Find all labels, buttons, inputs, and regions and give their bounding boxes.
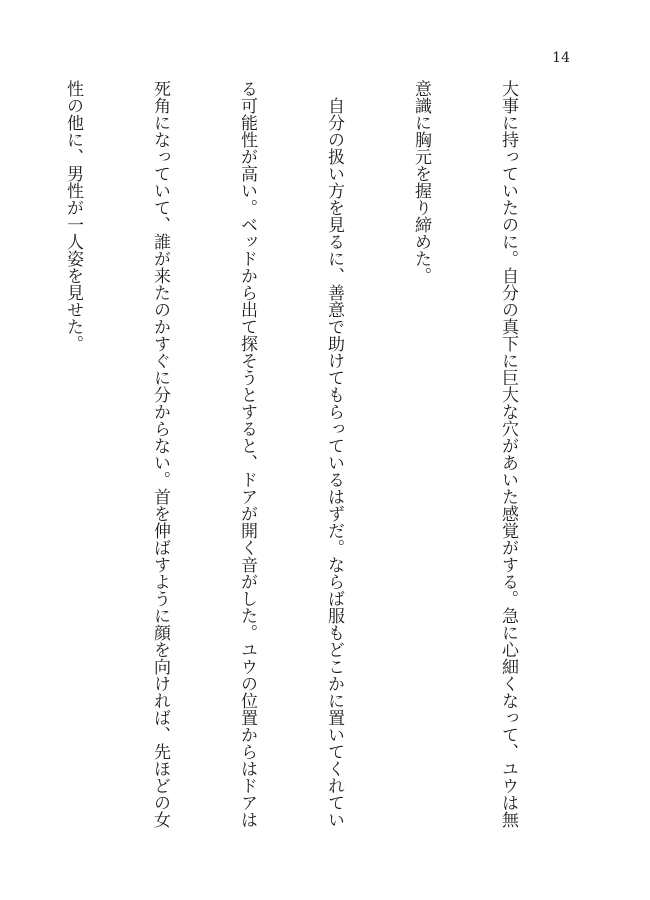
page-number: 14 [552, 50, 570, 66]
text-line: る可能性が高い。ベッドから出て探そうとすると、ドアが開く音がした。ユウの位置からはドアは [237, 80, 257, 828]
text-line: 自分の扱い方を見るに、善意で助けてもらっているはずだ。ならば服もどこかに置いてくれてい [324, 80, 344, 828]
body-text [0, 80, 580, 828]
text-line: 大事に持っていたのに。自分の真下に巨大な穴があいた感覚がする。急に心細くなって、ユウは無 [498, 80, 518, 828]
text-line: 性の他に、男性が一人姿を見せた。 [63, 80, 83, 352]
text-line: 意識に胸元を握り締めた。 [411, 80, 431, 284]
text-line: 死角になっていて、誰が来たのかすぐに分からない。首を伸ばすように顔を向ければ、先ほどの女 [150, 80, 170, 828]
